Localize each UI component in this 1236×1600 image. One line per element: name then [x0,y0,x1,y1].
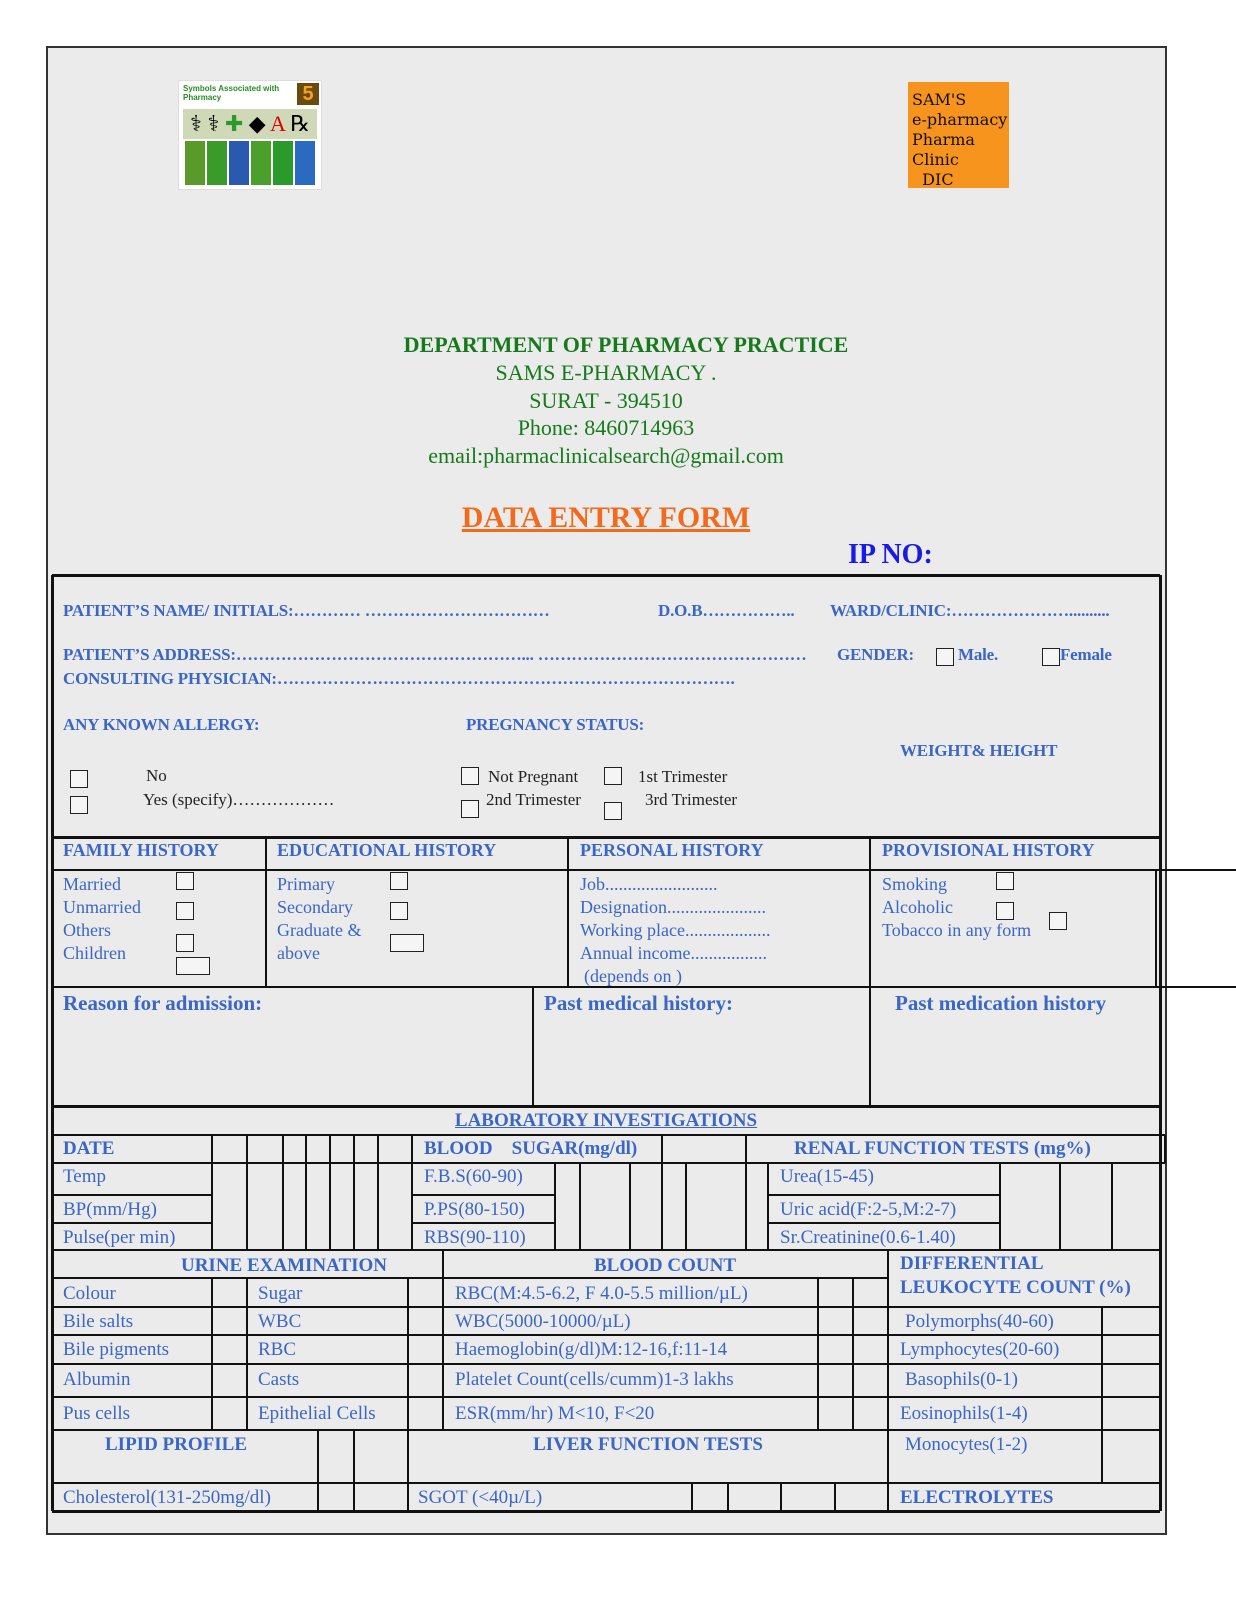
vital-pulse: Pulse(per min) [63,1227,176,1248]
table-grid-line [768,1222,1000,1225]
table-grid-line [412,1222,555,1225]
blood-count-test-label: Haemoglobin(g/dl)M:12-16,f:11-14 [455,1339,728,1360]
urine-test-label: Casts [258,1369,300,1390]
table-grid-line [768,1194,1000,1197]
consulting-physician-field[interactable]: CONSULTING PHYSICIAN:………………………………………………………………………. [63,669,735,688]
graduate-checkbox[interactable] [390,934,424,952]
date-header: DATE [63,1138,115,1159]
tobacco-label: Tobacco in any form [882,920,1032,940]
table-grid-line [211,1135,214,1250]
table-grid-line [265,837,268,987]
alcoholic-label: Alcoholic [882,897,953,917]
blood-sugar-header: BLOOD SUGAR(mg/dl) [424,1138,638,1159]
dlc-monocytes: Monocytes(1-2) [905,1434,1028,1455]
table-grid-line [567,837,570,987]
table-grid-line [317,1430,320,1511]
urine-test-label: Bile salts [63,1311,134,1332]
table-grid-line [246,1135,249,1250]
not-pregnant-checkbox[interactable] [461,767,479,785]
table-grid-line [52,1429,1160,1432]
table-grid-line [727,1483,730,1511]
table-grid-line [412,1194,555,1197]
table-grid-line [411,1135,414,1250]
table-grid-line [52,1396,1160,1399]
secondary-checkbox[interactable] [390,902,408,920]
annual-income-note: (depends on ) [584,966,682,986]
table-grid-line [282,1135,285,1250]
reason-for-admission-label: Reason for admission: [63,991,263,1015]
table-grid-line [1155,870,1157,987]
table-grid-line [691,1483,694,1511]
table-grid-line [661,1135,664,1250]
edu-secondary-label: Secondary [277,897,353,917]
table-grid-line [52,1277,888,1280]
table-grid-line [1159,575,1162,1511]
department-title: DEPARTMENT OF PHARMACY PRACTICE [403,332,849,357]
allergy-no-label: No [146,766,167,785]
male-checkbox[interactable] [936,648,954,666]
renal-creatinine: Sr.Creatinine(0.6-1.40) [780,1227,956,1248]
table-grid-line [1111,1163,1114,1250]
urine-test-label: Pus cells [63,1403,131,1424]
table-grid-line [52,986,1236,989]
table-grid-line [353,1135,356,1250]
ward-clinic-field[interactable]: WARD/CLINIC:………………….......... [830,601,1110,620]
alcoholic-checkbox[interactable] [996,902,1014,920]
table-grid-line [52,1134,1165,1137]
pharmacy-symbols-logo: Symbols Associated with Pharmacy 5 ⚕ ⚕ ✚ ◆ A ℞ [178,80,322,190]
blood-count-test-label: RBC(M:4.5-6.2, F 4.0-5.5 million/µL) [455,1283,748,1304]
table-grid-line [1059,1163,1062,1250]
urine-test-label: WBC [258,1311,302,1332]
designation-field[interactable]: Designation...................... [580,897,766,917]
trimester-3-checkbox[interactable] [604,802,622,820]
blood-count-test-label: Platelet Count(cells/cumm)1-3 lakhs [455,1369,734,1390]
sgot-label: SGOT (<40µ/L) [418,1487,543,1508]
family-history-title: FAMILY HISTORY [63,840,219,860]
table-grid-line [834,1483,837,1511]
electrolytes-header: ELECTROLYTES [900,1487,1054,1508]
patient-address-field[interactable]: PATIENT’S ADDRESS:……………………………………………... ………………………………………… [63,645,807,664]
renal-header: RENAL FUNCTION TESTS (mg%) [794,1138,1091,1159]
trimester-2-checkbox[interactable] [461,800,479,818]
table-grid-line [51,575,54,1511]
form-title: DATA ENTRY FORM [461,501,751,534]
table-grid-line [407,1278,410,1511]
table-grid-line [211,1278,214,1430]
blood-count-test-label: ESR(mm/hr) M<10, F<20 [455,1403,655,1424]
table-grid-line [1101,1307,1104,1483]
table-grid-line [52,1306,1160,1309]
lab-investigations-title: LABORATORY INVESTIGATIONS [454,1110,758,1131]
past-medication-history-label: Past medication history [895,991,1107,1015]
table-grid-line [685,1163,688,1250]
allergy-no-checkbox[interactable] [70,770,88,788]
provisional-history-title: PROVISIONAL HISTORY [882,840,1095,860]
table-grid-line [532,987,535,1106]
working-place-field[interactable]: Working place................... [580,920,771,940]
sams-epharmacy-logo: SAM'S e-pharmacy Pharma Clinic DIC [908,82,1009,188]
table-grid-line [629,1163,632,1250]
cholesterol-label: Cholesterol(131-250mg/dl) [63,1487,271,1508]
vital-temp: Temp [63,1166,106,1187]
personal-history-title: PERSONAL HISTORY [580,840,764,860]
job-field[interactable]: Job......................... [580,874,718,894]
table-grid-line [52,1194,212,1197]
table-grid-line [246,1278,249,1430]
male-label: Male. [958,645,999,664]
table-grid-line [329,1135,332,1250]
table-grid-line [377,1135,380,1250]
table-grid-line [887,1250,890,1511]
unmarried-checkbox[interactable] [176,902,194,920]
dlc-test-label: Eosinophils(1-4) [900,1403,1028,1424]
table-grid-line [869,837,872,1106]
blood-count-test-label: WBC(5000-10000/µL) [455,1311,631,1332]
patient-name-field[interactable]: PATIENT’S NAME/ INITIALS:………… …………………………… [63,601,550,620]
children-input[interactable] [176,957,210,975]
table-grid-line [353,1430,356,1511]
edu-primary-label: Primary [277,874,335,894]
allergy-yes-checkbox[interactable] [70,796,88,814]
others-checkbox[interactable] [176,934,194,952]
lipid-profile-header: LIPID PROFILE [105,1434,247,1455]
urine-header: URINE EXAMINATION [180,1255,388,1276]
dob-field[interactable]: D.O.B…………….. [658,601,795,620]
gender-label: GENDER: [837,645,914,664]
allergy-label: ANY KNOWN ALLERGY: [63,715,260,734]
table-grid-line [817,1278,820,1430]
dlc-header-1: DIFFERENTIAL [900,1253,1044,1274]
vital-bp: BP(mm/Hg) [63,1199,157,1220]
female-label: Female [1060,645,1112,664]
trimester-3-label: 3rd Trimester [645,790,738,809]
org-phone: Phone: 8460714963 [517,415,695,440]
renal-urea: Urea(15-45) [780,1166,874,1187]
sugar-pps: P.PS(80-150) [424,1199,525,1220]
married-checkbox[interactable] [176,872,194,890]
org-name: SAMS E-PHARMACY . [495,360,717,385]
educational-history-title: EDUCATIONAL HISTORY [277,840,497,860]
renal-uric-acid: Uric acid(F:2-5,M:2-7) [780,1199,957,1220]
table-grid-line [999,1163,1002,1250]
not-pregnant-label: Not Pregnant [488,767,579,786]
table-grid-line [554,1163,557,1250]
sugar-fbs: F.B.S(60-90) [424,1166,523,1187]
org-city: SURAT - 394510 [529,388,683,413]
table-grid-line [579,1163,582,1250]
table-grid-line [52,1105,1160,1108]
table-grid-line [745,1135,748,1250]
table-grid-line [52,1482,1160,1485]
pregnancy-label: PREGNANCY STATUS: [466,715,645,734]
family-children-label: Children [63,943,126,963]
blood-count-header: BLOOD COUNT [594,1255,736,1276]
table-grid-line [52,1222,212,1225]
ip-no-label: IP NO: [848,539,933,570]
family-unmarried-label: Unmarried [63,897,141,917]
trimester-1-label: 1st Trimester [638,767,728,786]
liver-function-header: LIVER FUNCTION TESTS [533,1434,763,1455]
table-grid-line [52,574,1160,577]
past-medical-history-label: Past medical history: [544,991,733,1015]
primary-checkbox[interactable] [390,872,408,890]
urine-test-label: Albumin [63,1369,131,1390]
table-grid-line [1164,1135,1167,1163]
trimester-1-checkbox[interactable] [604,767,622,785]
org-email: email:pharmaclinicalsearch@gmail.com [428,443,784,468]
family-married-label: Married [63,874,121,894]
urine-test-label: Colour [63,1283,116,1304]
dlc-test-label: Polymorphs(40-60) [905,1311,1054,1332]
edu-graduate-label: Graduate & [277,920,362,940]
urine-test-label: Sugar [258,1283,303,1304]
table-grid-line [52,869,1236,872]
table-grid-line [52,1510,1160,1513]
trimester-2-label: 2nd Trimester [486,790,581,809]
allergy-yes-label: Yes (specify)……………… [143,790,335,809]
dlc-test-label: Lymphocytes(20-60) [900,1339,1060,1360]
table-grid-line [305,1135,308,1250]
dlc-header-2: LEUKOCYTE COUNT (%) [900,1277,1131,1298]
table-grid-line [780,1483,783,1511]
smoking-checkbox[interactable] [996,872,1014,890]
edu-above-label: above [277,943,320,963]
table-grid-line [767,1163,770,1250]
tobacco-checkbox[interactable] [1049,912,1067,930]
smoking-label: Smoking [882,874,948,894]
urine-test-label: RBC [258,1339,297,1360]
table-grid-line [52,1249,1160,1252]
table-grid-line [52,1363,1160,1366]
annual-income-field[interactable]: Annual income................. [580,943,767,963]
table-grid-line [442,1250,445,1430]
table-grid-line [852,1278,855,1430]
urine-test-label: Bile pigments [63,1339,170,1360]
family-others-label: Others [63,920,111,940]
sugar-rbs: RBS(90-110) [424,1227,526,1248]
dlc-test-label: Basophils(0-1) [905,1369,1018,1390]
female-checkbox[interactable] [1042,648,1060,666]
weight-height-label: WEIGHT& HEIGHT [900,741,1058,760]
table-grid-line [52,1334,1160,1337]
table-grid-line [52,836,1160,839]
urine-test-label: Epithelial Cells [258,1403,376,1424]
